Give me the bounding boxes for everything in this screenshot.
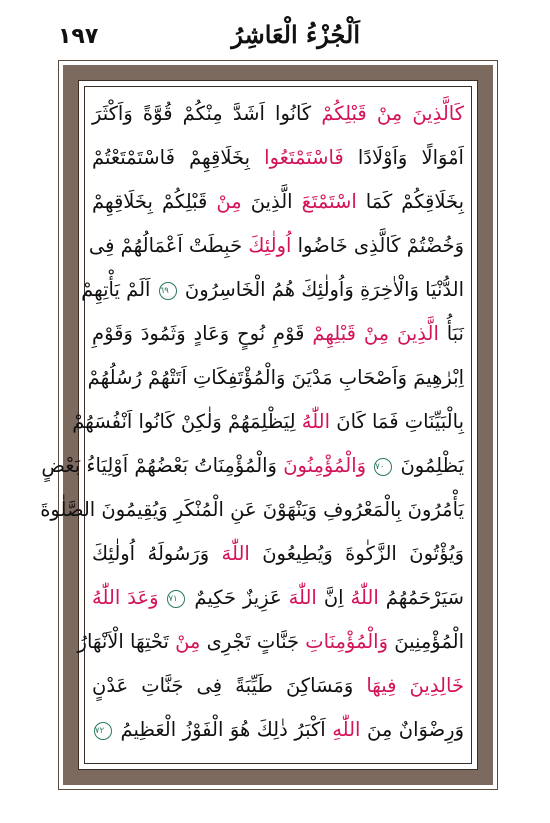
text-segment: يَظْلِمُونَ — [400, 454, 464, 477]
ayah-marker: ٧٢ — [94, 722, 112, 740]
text-segment: لِيَظْلِمَهُمْ وَلٰكِنْ كَانُوا اَنْفُسَهُمْ — [72, 410, 296, 433]
text-line-11 — [92, 532, 464, 576]
text-segment: اَلَمْ يَأْتِهِمْ — [81, 278, 151, 301]
text-segment: اِبْرٰهِيمَ وَاَصْحَابِ مَدْيَنَ وَالْمُؤْتَفِكَاتِ اَتَتْهُمْ رُسُلُهُمْ — [87, 366, 464, 389]
text-segment: جَنَّاتٍ تَجْرِى — [206, 630, 300, 653]
text-line-7 — [87, 356, 464, 400]
text-segment: اَكْبَرُ ذٰلِكَ هُوَ الْفَوْزُ الْعَظِيمُ — [120, 718, 326, 741]
text-line-10 — [40, 488, 464, 532]
text-segment: وَرِضْوَانٌ مِنَ — [366, 718, 464, 741]
text-segment: قَوْمِ نُوحٍ وَعَادٍ وَثَمُودَ وَقَوْمِ — [92, 322, 305, 345]
text-segment: حَبِطَتْ اَعْمَالُهُمْ فِى — [88, 234, 243, 257]
text-segment: بِالْبَيِّنَاتِ فَمَا كَانَ — [336, 410, 464, 433]
text-segment: الدُّنْيَا وَالْاٰخِرَةِ وَاُولٰئِكَ هُمُ الْخَاسِرُونَ — [184, 278, 464, 301]
text-segment: بِخَلَاقِكُمْ كَمَا — [365, 190, 465, 213]
red-text: اللّٰهُ — [350, 586, 379, 609]
red-text: مِنْ — [175, 630, 201, 653]
text-segment: قَبْلِكُمْ بِخَلَاقِهِمْ — [92, 190, 208, 213]
red-text: الَّذِينَ مِنْ قَبْلِهِمْ — [312, 322, 439, 345]
text-line-8 — [72, 400, 464, 444]
text-segment: سَيَرْحَمُهُمُ — [385, 586, 465, 609]
red-text: وَالْمُؤْمِنُونَ — [283, 454, 367, 477]
text-segment: كَانُوا اَشَدَّ مِنْكُمْ قُوَّةً وَاَكْثَرَ — [92, 102, 312, 125]
juz-title: اَلْجُزْءُ الْعَاشِرُ — [231, 20, 360, 49]
red-text: وَالْمُؤْمِنَاتِ — [305, 630, 389, 653]
ayah-marker: ٧٠ — [374, 458, 392, 476]
text-line-2 — [92, 136, 464, 180]
page-number: ١٩٧ — [58, 24, 99, 49]
red-text: وَعَدَ اللّٰهُ — [92, 586, 159, 609]
red-text: اللّٰهِ — [332, 718, 361, 741]
red-text: اسْتَمْتَعَ — [301, 190, 357, 213]
red-text: كَالَّذِينَ مِنْ قَبْلِكُمْ — [321, 102, 464, 125]
red-text: فَاسْتَمْتَعُوا — [264, 146, 344, 169]
red-text: اللّٰهَ — [221, 542, 250, 565]
text-segment: وَرَسُولَهُ اُولٰئِكَ — [92, 542, 210, 565]
text-segment: وَيُؤْتُونَ الزَّكٰوةَ وَيُطِيعُونَ — [262, 542, 464, 565]
text-line-14 — [92, 664, 464, 708]
text-segment: الْمُؤْمِنِينَ — [394, 630, 464, 653]
text-segment: تَحْتِهَا الْاَنْهَارُ — [77, 630, 169, 653]
red-text: اُولٰئِكَ — [248, 234, 292, 257]
red-text: خَالِدِينَ فِيهَا — [366, 674, 464, 697]
text-segment: وَمَسَاكِنَ طَيِّبَةً فِى جَنَّاتِ عَدْنٍ — [92, 674, 354, 697]
text-line-6 — [92, 312, 464, 356]
ayah-marker: ٧١ — [167, 590, 185, 608]
text-line-4 — [88, 224, 464, 268]
text-line-13 — [77, 620, 464, 664]
text-line-1 — [92, 92, 464, 136]
text-line-15 — [92, 708, 464, 752]
red-text: اللّٰهُ — [301, 410, 331, 433]
text-segment: اَمْوَالًا وَاَوْلَادًا — [357, 146, 464, 169]
text-line-9 — [41, 444, 464, 488]
text-segment: عَزِيزٌ حَكِيمٌ — [194, 586, 282, 609]
text-segment: اِنَّ — [323, 586, 344, 609]
text-segment: يَأْمُرُونَ بِالْمَعْرُوفِ وَيَنْهَوْنَ عَنِ الْمُنْكَرِ وَيُقِيمُونَ الصَّلٰوةَ — [40, 498, 464, 521]
text-segment: الَّذِينَ — [250, 190, 293, 213]
text-segment: وَخُضْتُمْ كَالَّذِى خَاضُوا — [297, 234, 464, 257]
text-line-3 — [92, 180, 464, 224]
text-segment: بِخَلَاقِهِمْ فَاسْتَمْتَعْتُمْ — [92, 146, 251, 169]
text-line-12 — [92, 576, 464, 620]
text-segment: وَالْمُؤْمِنَاتُ بَعْضُهُمْ اَوْلِيَاءُ بَعْضٍ — [41, 454, 277, 477]
ayah-marker: ٦٩ — [159, 282, 177, 300]
text-segment: نَبَأُ — [446, 322, 464, 345]
quran-text-area — [40, 92, 465, 752]
red-text: اللّٰهَ — [288, 586, 317, 609]
red-text: مِنْ — [216, 190, 242, 213]
text-line-5 — [81, 268, 464, 312]
